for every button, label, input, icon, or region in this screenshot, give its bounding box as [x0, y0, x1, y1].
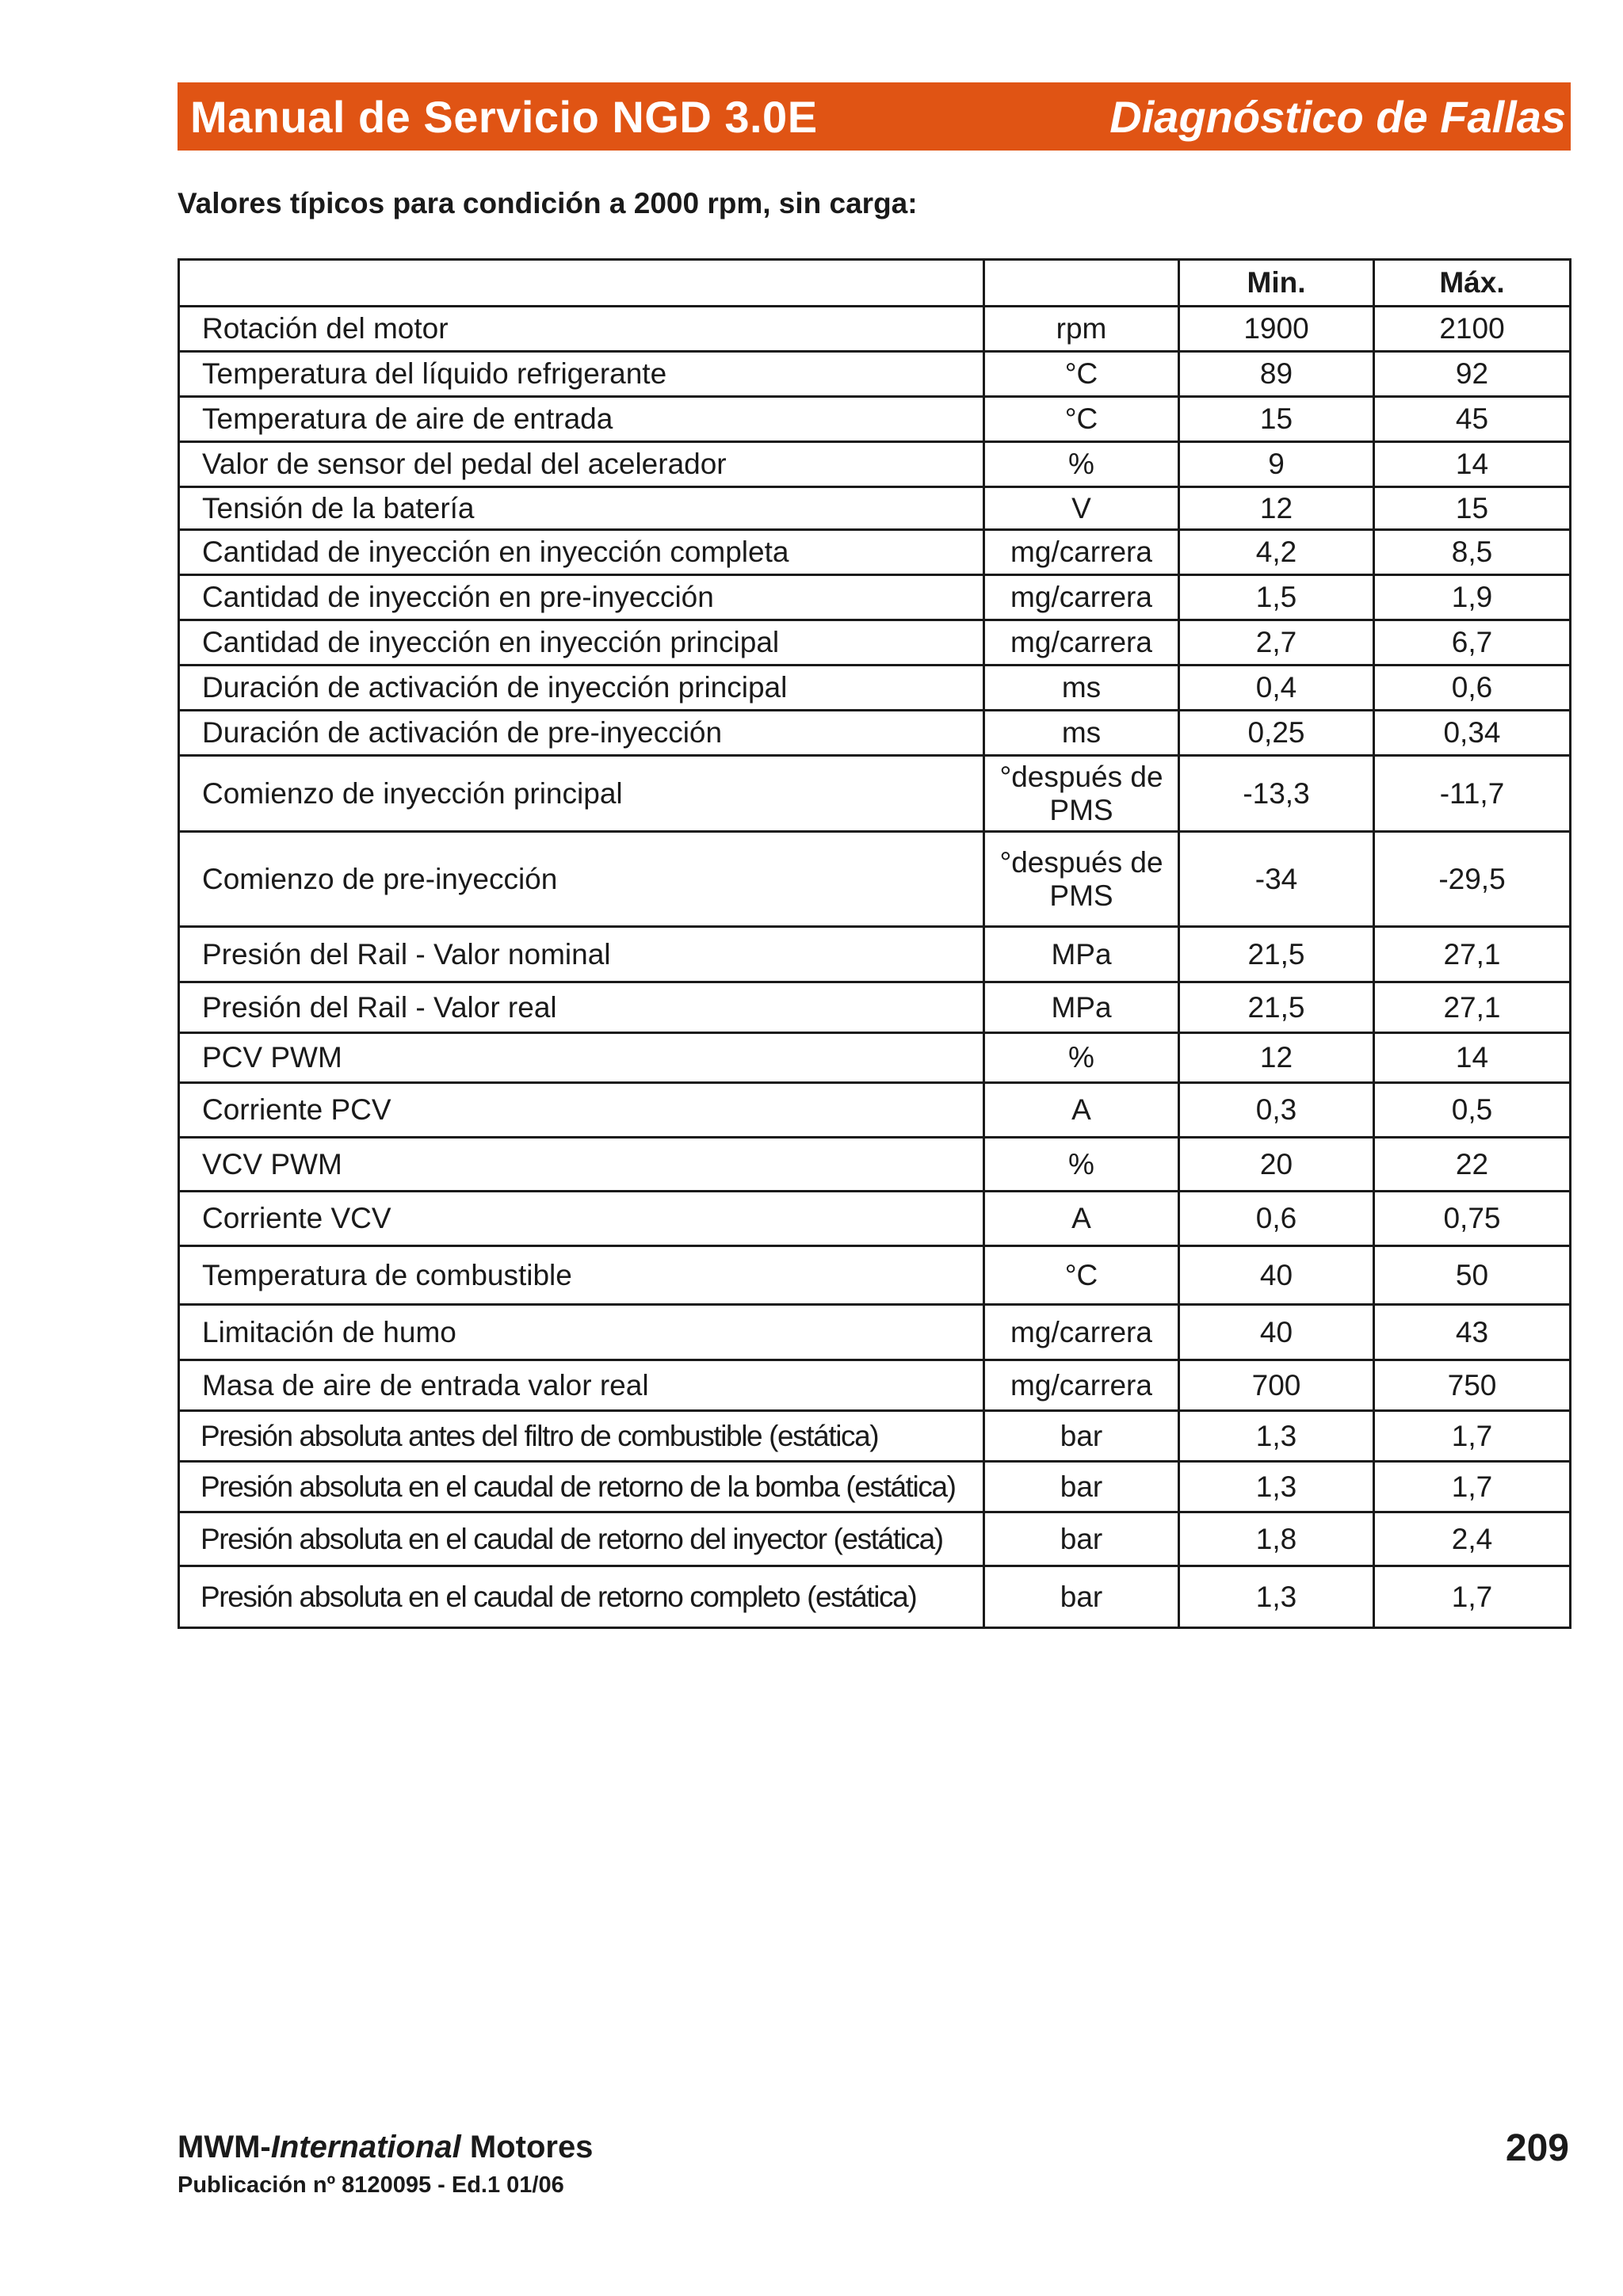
row-parameter: Limitación de humo	[179, 1305, 984, 1360]
row-min: 89	[1179, 352, 1374, 397]
row-max: 8,5	[1374, 530, 1571, 575]
row-parameter: Presión del Rail - Valor nominal	[179, 927, 984, 982]
row-min: 40	[1179, 1305, 1374, 1360]
row-min: 1,5	[1179, 575, 1374, 620]
row-max: 50	[1374, 1246, 1571, 1305]
row-parameter: Temperatura de combustible	[179, 1246, 984, 1305]
row-min: 9	[1179, 442, 1374, 487]
row-unit: °C	[984, 1246, 1179, 1305]
row-max: 43	[1374, 1305, 1571, 1360]
row-max: 27,1	[1374, 927, 1571, 982]
row-parameter: Comienzo de inyección principal	[179, 756, 984, 832]
table-header-row	[179, 260, 1571, 307]
table-row	[179, 1566, 1571, 1628]
row-min: 1,8	[1179, 1512, 1374, 1566]
row-unit: °después de PMS	[984, 756, 1179, 832]
row-unit: rpm	[984, 307, 1179, 352]
row-max: 2100	[1374, 307, 1571, 352]
table-row	[179, 487, 1571, 530]
row-min: 0,25	[1179, 711, 1374, 756]
table-row	[179, 666, 1571, 711]
header-unit	[984, 260, 1179, 307]
row-unit: A	[984, 1083, 1179, 1138]
row-unit: °C	[984, 397, 1179, 442]
row-parameter: Duración de activación de pre-inyección	[179, 711, 984, 756]
row-max: 45	[1374, 397, 1571, 442]
row-parameter: Tensión de la batería	[179, 487, 984, 530]
brand-suffix: Motores	[460, 2130, 594, 2164]
row-parameter: Presión absoluta en el caudal de retorno completo (estática)	[179, 1566, 984, 1628]
row-min: 0,6	[1179, 1192, 1374, 1246]
row-parameter: Presión absoluta antes del filtro de combustible (estática)	[179, 1411, 984, 1462]
row-max: 1,7	[1374, 1462, 1571, 1512]
row-parameter: Cantidad de inyección en inyección completa	[179, 530, 984, 575]
row-max: 1,9	[1374, 575, 1571, 620]
row-parameter: Presión del Rail - Valor real	[179, 982, 984, 1033]
table-row	[179, 982, 1571, 1033]
row-parameter: Corriente PCV	[179, 1083, 984, 1138]
row-unit: °después de PMS	[984, 832, 1179, 927]
row-min: 15	[1179, 397, 1374, 442]
row-unit: MPa	[984, 982, 1179, 1033]
row-min: 2,7	[1179, 620, 1374, 666]
row-min: 0,3	[1179, 1083, 1374, 1138]
row-max: 14	[1374, 1033, 1571, 1083]
row-min: 21,5	[1179, 927, 1374, 982]
table-row	[179, 756, 1571, 832]
row-unit: °C	[984, 352, 1179, 397]
row-max: 0,75	[1374, 1192, 1571, 1246]
table-row	[179, 927, 1571, 982]
row-unit: mg/carrera	[984, 1305, 1179, 1360]
row-max: 0,5	[1374, 1083, 1571, 1138]
row-unit: bar	[984, 1512, 1179, 1566]
row-min: 1,3	[1179, 1411, 1374, 1462]
brand-prefix: MWM-	[178, 2130, 271, 2164]
row-max: 0,6	[1374, 666, 1571, 711]
row-min: 0,4	[1179, 666, 1374, 711]
row-max: 6,7	[1374, 620, 1571, 666]
row-unit: mg/carrera	[984, 575, 1179, 620]
table-row	[179, 1360, 1571, 1411]
row-max: 22	[1374, 1138, 1571, 1192]
table-row	[179, 575, 1571, 620]
table-row	[179, 1083, 1571, 1138]
row-min: 21,5	[1179, 982, 1374, 1033]
table-row	[179, 1138, 1571, 1192]
row-max: 0,34	[1374, 711, 1571, 756]
table-row	[179, 1512, 1571, 1566]
table-row	[179, 1246, 1571, 1305]
row-unit: MPa	[984, 927, 1179, 982]
row-min: 1,3	[1179, 1566, 1374, 1628]
row-parameter: Presión absoluta en el caudal de retorno de la bomba (estática)	[179, 1462, 984, 1512]
row-min: 4,2	[1179, 530, 1374, 575]
row-max: 27,1	[1374, 982, 1571, 1033]
table-row	[179, 832, 1571, 927]
header-max: Máx.	[1374, 260, 1571, 307]
row-unit: mg/carrera	[984, 620, 1179, 666]
row-max: -11,7	[1374, 756, 1571, 832]
table-row	[179, 1411, 1571, 1462]
row-unit: ms	[984, 711, 1179, 756]
row-min: -34	[1179, 832, 1374, 927]
row-unit: %	[984, 1033, 1179, 1083]
row-parameter: Comienzo de pre-inyección	[179, 832, 984, 927]
manual-title: Manual de Servicio NGD 3.0E	[190, 91, 818, 142]
row-min: 12	[1179, 1033, 1374, 1083]
table-row	[179, 442, 1571, 487]
row-min: 1900	[1179, 307, 1374, 352]
table-row	[179, 1033, 1571, 1083]
typical-values-table	[178, 258, 1571, 1629]
row-parameter: Masa de aire de entrada valor real	[179, 1360, 984, 1411]
row-unit: A	[984, 1192, 1179, 1246]
publication-number: Publicación nº 8120095 - Ed.1 01/06	[178, 2172, 564, 2198]
row-parameter: Temperatura del líquido refrigerante	[179, 352, 984, 397]
row-parameter: Duración de activación de inyección principal	[179, 666, 984, 711]
table-row	[179, 352, 1571, 397]
row-min: 12	[1179, 487, 1374, 530]
row-min: 1,3	[1179, 1462, 1374, 1512]
row-parameter: Temperatura de aire de entrada	[179, 397, 984, 442]
row-parameter: Presión absoluta en el caudal de retorno del inyector (estática)	[179, 1512, 984, 1566]
footer-brand	[178, 2130, 593, 2165]
row-max: 1,7	[1374, 1566, 1571, 1628]
table-row	[179, 1192, 1571, 1246]
row-unit: bar	[984, 1566, 1179, 1628]
row-min: 40	[1179, 1246, 1374, 1305]
row-min: -13,3	[1179, 756, 1374, 832]
header-bar	[178, 82, 1571, 151]
table-row	[179, 620, 1571, 666]
table-row	[179, 307, 1571, 352]
row-unit: bar	[984, 1462, 1179, 1512]
row-parameter: Corriente VCV	[179, 1192, 984, 1246]
brand-italic: International	[270, 2130, 461, 2164]
row-unit: %	[984, 1138, 1179, 1192]
table-row	[179, 530, 1571, 575]
header-parameter	[179, 260, 984, 307]
row-max: 14	[1374, 442, 1571, 487]
row-max: 15	[1374, 487, 1571, 530]
row-min: 20	[1179, 1138, 1374, 1192]
header-min: Min.	[1179, 260, 1374, 307]
row-unit: %	[984, 442, 1179, 487]
row-min: 700	[1179, 1360, 1374, 1411]
row-unit: ms	[984, 666, 1179, 711]
row-parameter: Rotación del motor	[179, 307, 984, 352]
table-row	[179, 711, 1571, 756]
table-row	[179, 1462, 1571, 1512]
row-max: 1,7	[1374, 1411, 1571, 1462]
row-parameter: Valor de sensor del pedal del acelerador	[179, 442, 984, 487]
table-body	[179, 307, 1571, 1628]
row-max: -29,5	[1374, 832, 1571, 927]
row-unit: mg/carrera	[984, 1360, 1179, 1411]
page-number: 209	[1505, 2127, 1569, 2169]
row-unit: mg/carrera	[984, 530, 1179, 575]
row-unit: V	[984, 487, 1179, 530]
row-parameter: PCV PWM	[179, 1033, 984, 1083]
row-unit: bar	[984, 1411, 1179, 1462]
table-row	[179, 397, 1571, 442]
table-row	[179, 1305, 1571, 1360]
row-parameter: VCV PWM	[179, 1138, 984, 1192]
row-parameter: Cantidad de inyección en inyección principal	[179, 620, 984, 666]
row-max: 2,4	[1374, 1512, 1571, 1566]
row-max: 750	[1374, 1360, 1571, 1411]
row-parameter: Cantidad de inyección en pre-inyección	[179, 575, 984, 620]
row-max: 92	[1374, 352, 1571, 397]
section-title: Diagnóstico de Fallas	[1109, 91, 1566, 142]
table-caption: Valores típicos para condición a 2000 rpm, sin carga:	[178, 187, 918, 219]
